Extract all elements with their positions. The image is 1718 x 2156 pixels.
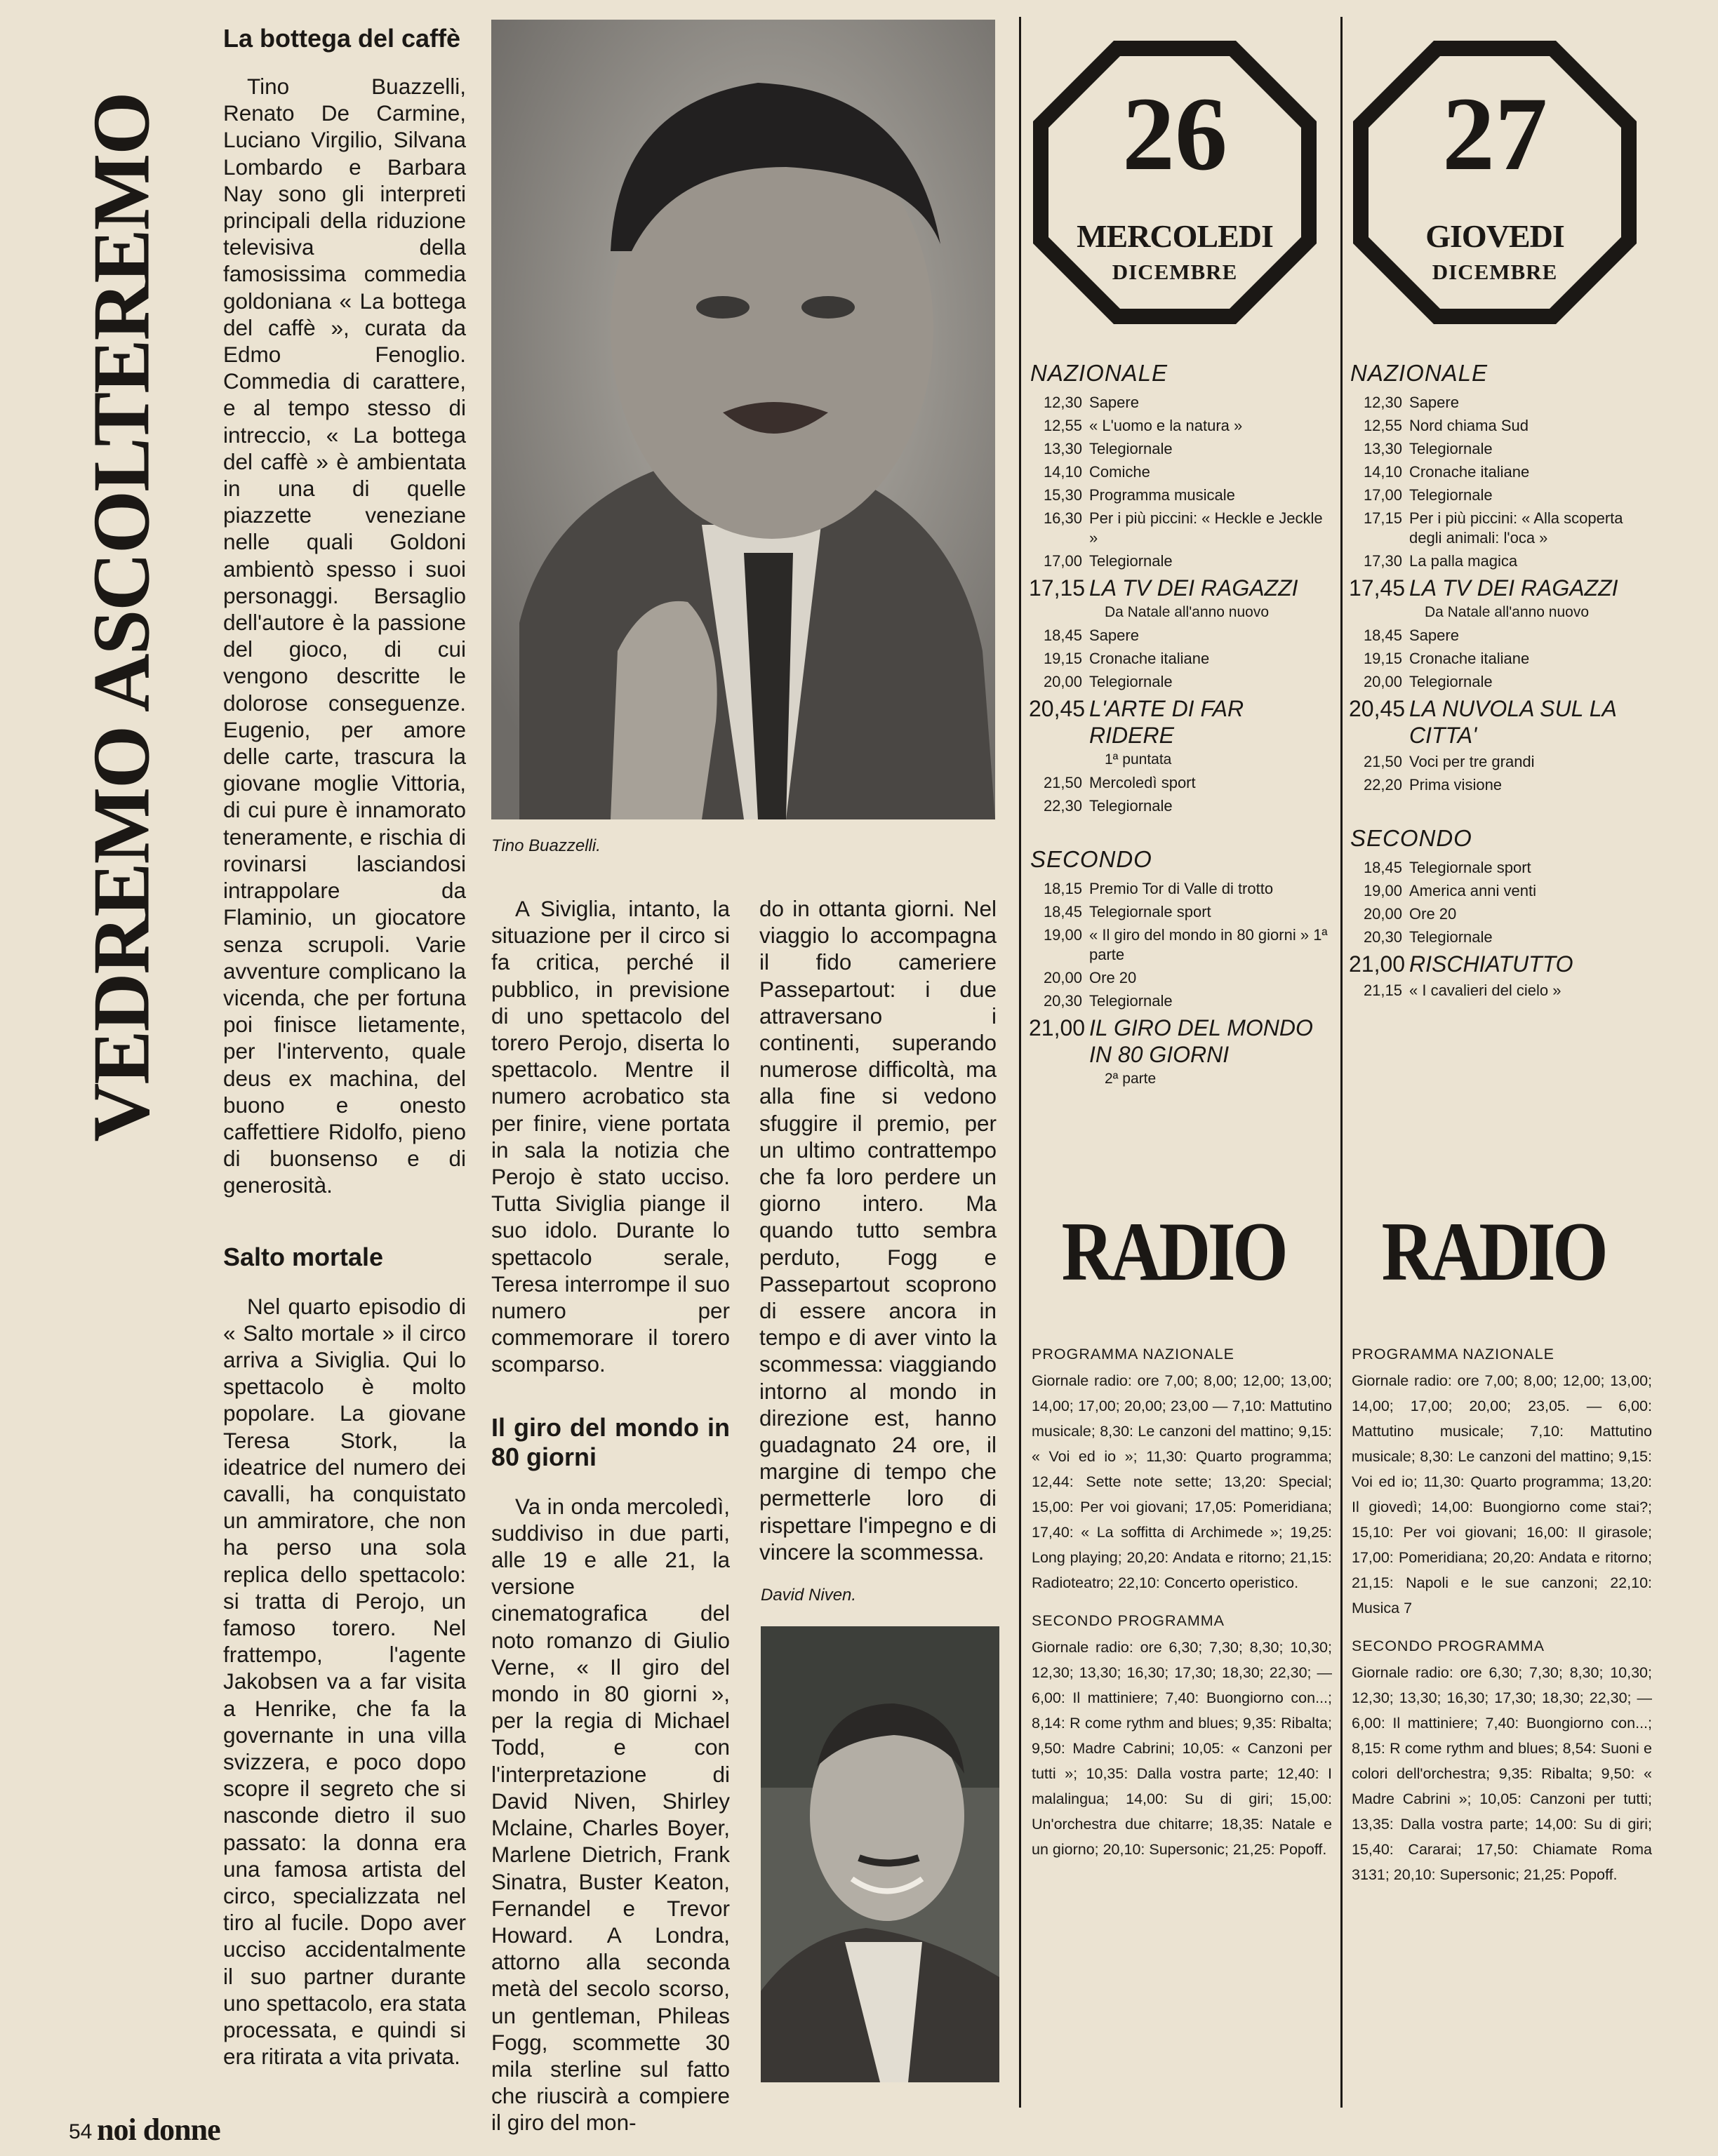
schedule-row — [1361, 439, 1649, 459]
schedule-time: 21,00 — [1029, 1015, 1086, 1040]
schedule-show: Telegiornale sport — [1089, 903, 1211, 920]
day2-nazionale-list — [1349, 393, 1649, 795]
schedule-show: Sapere — [1409, 627, 1459, 644]
day1-month: DICEMBRE — [1112, 260, 1238, 284]
schedule-show: Cronache italiane — [1089, 650, 1210, 667]
article2-body-col2: A Siviglia, intanto, la situazione per il circo si fa critica, perché il pubblico, in previsione di uno spettacolo del torero Perojo, diserta lo spettacolo. Mentre il numero acrobatico sta per finire, viene portata in sala la notizia che Perojo è stato ucciso. Tutta Siviglia piange il suo idolo. Durante lo spettacolo serale, Teresa interrompe il suo numero per commemorare il torero scomparso. — [491, 896, 730, 1377]
schedule-time: 17,30 — [1363, 552, 1402, 570]
schedule-show: Telegiornale — [1089, 552, 1173, 570]
schedule-row — [1041, 462, 1329, 482]
schedule-row — [1349, 951, 1649, 977]
day2-radio-title: RADIO — [1381, 1205, 1606, 1298]
schedule-time: 17,00 — [1043, 552, 1082, 570]
schedule-time: 20,00 — [1363, 905, 1402, 923]
schedule-row — [1361, 672, 1649, 692]
schedule-show: « L'uomo e la natura » — [1089, 417, 1243, 434]
schedule-time: 12,55 — [1043, 417, 1082, 434]
schedule-time: 21,15 — [1363, 982, 1402, 999]
schedule-row — [1041, 902, 1329, 922]
schedule-time: 19,15 — [1043, 650, 1082, 667]
schedule-time: 19,00 — [1043, 926, 1082, 944]
schedule-show: Ore 20 — [1089, 969, 1137, 986]
day1-radio-listings — [1032, 1341, 1332, 1875]
schedule-row — [1361, 858, 1649, 878]
schedule-show: Cronache italiane — [1409, 650, 1530, 667]
day2-month: DICEMBRE — [1432, 260, 1558, 284]
column-rule-middle — [1340, 17, 1343, 2108]
schedule-row — [1361, 626, 1649, 645]
schedule-row — [1041, 551, 1329, 571]
schedule-row — [1041, 439, 1329, 459]
schedule-show: « Il giro del mondo in 80 giorni » 1ª parte — [1089, 926, 1328, 963]
date-badge-day1 — [1027, 35, 1322, 330]
schedule-time: 19,15 — [1363, 650, 1402, 667]
schedule-row — [1041, 509, 1329, 548]
schedule-show: Telegiornale — [1089, 797, 1173, 815]
schedule-row — [1029, 575, 1329, 601]
schedule-subtitle: 1ª puntata — [1105, 751, 1172, 768]
article2-body-col1: Nel quarto episodio di « Salto mortale » il circo arriva a Siviglia. Qui lo spettacolo è molto popolare. La giovane Teresa Stork, la ideatrice del numero dei cavalli, ha conquistato un ammiratore, che non ha perso una sola replica dello spettacolo: si tratta di Perojo, un famoso torero. Nel frattempo, l'agente Jakobsen va a far visita a Henrike, che fa la governante in una villa svizzera, e poco dopo scopre il segreto che si nasconde dietro il suo passato: la donna era una famosa artista del circo, specializzata nel tiro al fucile. Dopo aver ucciso accidentalmente il suo partner durante uno spettacolo, era stata processata, e quindi si era ritirata a vita privata. — [223, 1293, 466, 2070]
schedule-time: 20,00 — [1043, 673, 1082, 690]
schedule-row — [1041, 968, 1329, 988]
day1-weekday: MERCOLEDI — [1077, 218, 1273, 254]
date-badge-day2 — [1347, 35, 1642, 330]
article3-title: Il giro del mondo in 80 giorni — [491, 1412, 730, 1471]
schedule-subtitle: Da Natale all'anno nuovo — [1105, 604, 1270, 620]
day2-secondo-label: SECONDO — [1350, 825, 1472, 851]
schedule-show: Premio Tor di Valle di trotto — [1089, 880, 1274, 897]
day2-tv-schedule — [1349, 360, 1649, 1004]
day2-number: 27 — [1442, 76, 1547, 192]
page-number: 54 — [69, 2120, 93, 2143]
schedule-time: 12,55 — [1363, 417, 1402, 434]
schedule-time: 21,50 — [1043, 774, 1082, 791]
article3-body-col2: Va in onda mercoledì, suddiviso in due parti, alle 19 e alle 21, la versione cinematografica del noto romanzo di Giulio Verne, « Il giro del mondo in 80 giorni », per la regia di Michael Todd, e con l'interpretazione di David Niven, Shirley Mclaine, Charles Boyer, Marlene Dietrich, Frank Sinatra, Buster Keaton, Fernandel e Trevor Howard. A Londra, attorno alla seconda metà del secolo scorso, un gentleman, Phileas Fogg, scommette 30 mila sterline sul fatto che riuscirà a compiere il giro del mon- — [491, 1493, 730, 2136]
schedule-time: 19,00 — [1363, 882, 1402, 899]
day2-radio-listings — [1352, 1341, 1652, 1900]
day1-nazionale-list — [1029, 393, 1329, 816]
schedule-row — [1041, 649, 1329, 669]
schedule-time: 20,30 — [1363, 928, 1402, 946]
day1-radio-title: RADIO — [1061, 1205, 1286, 1298]
schedule-show: LA NUVOLA SUL LA CITTA' — [1409, 696, 1616, 748]
day1-nazionale-label: NAZIONALE — [1030, 360, 1168, 386]
day1-tv-schedule — [1029, 360, 1329, 1092]
schedule-show: America anni venti — [1409, 882, 1536, 899]
schedule-show: RISCHIATUTTO — [1409, 951, 1573, 977]
photo1-caption: Tino Buazzelli. — [491, 836, 601, 855]
schedule-subtitle: Da Natale all'anno nuovo — [1425, 604, 1590, 620]
schedule-time: 15,30 — [1043, 486, 1082, 504]
schedule-row — [1041, 626, 1329, 645]
schedule-time: 22,30 — [1043, 797, 1082, 815]
schedule-time: 21,00 — [1349, 951, 1406, 977]
schedule-row — [1361, 981, 1649, 1000]
schedule-show: Ore 20 — [1409, 905, 1457, 923]
article2-title: Salto mortale — [223, 1242, 384, 1271]
schedule-time: 12,30 — [1363, 394, 1402, 411]
schedule-time: 18,45 — [1363, 859, 1402, 876]
schedule-row — [1041, 416, 1329, 436]
masthead-text: VEDREMO ASCOLTEREMO — [76, 93, 167, 1142]
schedule-time: 14,10 — [1363, 463, 1402, 481]
schedule-show: Telegiornale — [1409, 928, 1493, 946]
day2-weekday: GIOVEDI — [1425, 218, 1564, 254]
schedule-time: 22,20 — [1363, 776, 1402, 794]
schedule-show: IL GIRO DEL MONDO IN 80 GIORNI — [1089, 1015, 1313, 1067]
schedule-show: Telegiornale — [1409, 440, 1493, 457]
schedule-time: 20,00 — [1043, 969, 1082, 986]
schedule-row — [1029, 1015, 1329, 1068]
schedule-time: 18,15 — [1043, 880, 1082, 897]
schedule-row — [1041, 393, 1329, 413]
day1-radio-text-1: Giornale radio: ore 7,00; 8,00; 12,00; 13,00; 14,00; 17,00; 20,00; 23,00 — 7,10: Mattutino musicale; 8,30: Le canzoni del mattino; 9,15: « Voi ed io »; 11,30: Quarto programma; 12,44: Sette note sette; 13,20: Special; 15,00: Per voi giovani; 17,05: Pomeridiana; 17,40: « La soffitta di Archimede »; 19,25: Long playing; 20,20: Andata e ritorno; 21,15: Radioteatro; 22,10: Concerto operistico. — [1032, 1372, 1332, 1591]
schedule-time: 17,00 — [1363, 486, 1402, 504]
schedule-time: 20,45 — [1029, 696, 1086, 721]
schedule-row — [1041, 925, 1329, 965]
schedule-show: Mercoledì sport — [1089, 774, 1196, 791]
schedule-row — [1349, 695, 1649, 749]
schedule-time: 12,30 — [1043, 394, 1082, 411]
schedule-show: « I cavalieri del cielo » — [1409, 982, 1561, 999]
schedule-row — [1041, 773, 1329, 793]
schedule-show: Cronache italiane — [1409, 463, 1530, 481]
photo-tino-buazzelli — [491, 20, 995, 819]
schedule-time: 18,45 — [1043, 903, 1082, 920]
article-column-1 — [223, 24, 466, 2070]
schedule-time: 17,15 — [1363, 509, 1402, 527]
day2-radio-text-2: Giornale radio: ore 6,30; 7,30; 8,30; 10,30; 12,30; 13,30; 16,30; 17,30; 18,30; 22,30; — 6,00: Il mattiniere; 7,40: Buongiorno con...; 8,15: R come rythm and blues; 8,54: Suoni e colori dell'orchestra; 9,35: Ribalta; 9,50: « Madre Cabrini »; 10,05: Canzoni per tutti; 13,35: Dalla vostra parte; 14,00: Su di giri; 15,40: Cararai; 17,50: Chiamate Roma 3131; 20,10: Supersonic; 21,25: Popoff. — [1352, 1664, 1652, 1883]
schedule-show: Sapere — [1089, 394, 1139, 411]
schedule-show: Voci per tre grandi — [1409, 753, 1535, 770]
day2-radio-heading-1: PROGRAMMA NAZIONALE — [1352, 1346, 1554, 1362]
schedule-time: 17,45 — [1349, 575, 1406, 601]
schedule-row — [1361, 509, 1649, 548]
schedule-row — [1361, 928, 1649, 947]
schedule-time: 16,30 — [1043, 509, 1082, 527]
schedule-time: 20,45 — [1349, 696, 1406, 721]
article-column-2 — [491, 895, 730, 2136]
schedule-show: Telegiornale — [1409, 486, 1493, 504]
schedule-row — [1361, 775, 1649, 795]
schedule-row — [1361, 551, 1649, 571]
schedule-row — [1041, 486, 1329, 505]
schedule-row — [1361, 393, 1649, 413]
day2-secondo-list — [1349, 858, 1649, 1000]
schedule-time: 20,00 — [1363, 673, 1402, 690]
schedule-show: Per i più piccini: « Alla scoperta degli animali: l'oca » — [1409, 509, 1623, 547]
article3-body-col3: do in ottanta giorni. Nel viaggio lo accompagna il fido cameriere Passepartout: i due attraversano i continenti, superando numerose difficoltà, ma alla fine si vedono sfuggire il premio, per un ultimo contrattempo che fa loro perdere un giorno intero. Ma quando tutto sembra perduto, Fogg e Passepartout scoprono di essere ancora in tempo e di aver vinto la scommessa: viaggiando intorno al mondo in direzione est, hanno guadagnato 24 ore, il margine di tempo che permetterle loro di rispettare l'impegno e di vincere la scommessa. — [759, 896, 997, 1565]
day1-radio-text-2: Giornale radio: ore 6,30; 7,30; 8,30; 10,30; 12,30; 13,30; 16,30; 17,30; 18,30; 22,30; — 6,00: Il mattiniere; 7,40: Buongiorno con...; 8,14: R come rythm and blues; 9,35: Ribalta; 9,50: Madre Cabrini; 10,05: « Canzoni per tutti »; 10,35: Dalla vostra parte; 12,40: I malalingua; 14,00: Su di giri; 15,00: Un'orchestra due chitarre; 18,35: Natale e un giorno; 20,10: Supersonic; 21,25: Popoff. — [1032, 1639, 1332, 1858]
day2-radio-heading-2: SECONDO PROGRAMMA — [1352, 1638, 1545, 1654]
schedule-time: 13,30 — [1043, 440, 1082, 457]
day1-radio-heading-2: SECONDO PROGRAMMA — [1032, 1612, 1225, 1629]
schedule-row — [1041, 796, 1329, 816]
schedule-show: Telegiornale — [1089, 440, 1173, 457]
day1-number: 26 — [1122, 76, 1227, 192]
article-column-3 — [759, 895, 997, 1565]
schedule-show: Sapere — [1089, 627, 1139, 644]
photo-david-niven — [761, 1626, 999, 2082]
day1-radio-heading-1: PROGRAMMA NAZIONALE — [1032, 1346, 1234, 1362]
schedule-row — [1041, 991, 1329, 1011]
schedule-row — [1361, 462, 1649, 482]
schedule-show: Comiche — [1089, 463, 1150, 481]
schedule-row — [1349, 575, 1649, 601]
column-rule-left — [1019, 17, 1021, 2108]
photo2-caption: David Niven. — [761, 1586, 857, 1605]
day1-secondo-label: SECONDO — [1030, 846, 1152, 872]
schedule-show: Telegiornale sport — [1409, 859, 1531, 876]
schedule-time: 17,15 — [1029, 575, 1086, 601]
schedule-show: Per i più piccini: « Heckle e Jeckle » — [1089, 509, 1323, 547]
schedule-row — [1029, 695, 1329, 749]
schedule-row — [1361, 752, 1649, 772]
schedule-row — [1041, 672, 1329, 692]
schedule-show: Sapere — [1409, 394, 1459, 411]
schedule-show: Telegiornale — [1089, 673, 1173, 690]
schedule-time: 21,50 — [1363, 753, 1402, 770]
schedule-show: LA TV DEI RAGAZZI — [1089, 575, 1298, 601]
schedule-show: Prima visione — [1409, 776, 1503, 794]
schedule-time: 14,10 — [1043, 463, 1082, 481]
schedule-subtitle: 2ª parte — [1105, 1071, 1157, 1087]
article1-body: Tino Buazzelli, Renato De Carmine, Luciano Virgilio, Silvana Lombardo e Barbara Nay sono gli interpreti principali della riduzione televisiva della famosissima commedia goldoniana « La bottega del caffè », curata da Edmo Fenoglio. Commedia di carattere, e al tempo stesso di intreccio, « La bottega del caffè » è ambientata in una di quelle piazzette veneziane nelle quali Goldoni ambientò spesso i suoi personaggi. Bersaglio dell'autore è la passione del gioco, di cui vengono descritte le dolorose conseguenze. Eugenio, per amore delle carte, trascura la giovane moglie Vittoria, di cui pure è innamorato teneramente, e rischia di rovinarsi lasciandosi intrappolare da Flaminio, un giocatore senza scrupoli. Varie avventure complicano la vicenda, che per fortuna poi finisce lietamente, per l'intervento, quale deus ex machina, del buono e onesto caffettiere Ridolfo, pieno di buonsenso e di generosità. — [223, 74, 466, 1198]
schedule-show: Programma musicale — [1089, 486, 1235, 504]
schedule-time: 18,45 — [1043, 627, 1082, 644]
schedule-show: LA TV DEI RAGAZZI — [1409, 575, 1618, 601]
schedule-time: 18,45 — [1363, 627, 1402, 644]
schedule-show: Telegiornale — [1089, 992, 1173, 1010]
schedule-show: Telegiornale — [1409, 673, 1493, 690]
masthead — [48, 28, 197, 1207]
schedule-show: L'ARTE DI FAR RIDERE — [1089, 696, 1244, 748]
day2-radio-text-1: Giornale radio: ore 7,00; 8,00; 12,00; 13,00; 14,00; 17,00; 20,00; 23,05. — 6,00: Mattutino musicale; 7,10: Mattutino musicale; 8,30: Le canzoni del mattino; 9,15: Voi ed io; 11,30: Quarto programma; 13,20: Il giovedì; 14,00: Buongiorno come stai?; 15,10: Per voi giovani; 16,00: Il girasole; 17,00: Pomeridiana; 20,20: Andata e ritorno; 21,15: Napoli e le sue canzoni; 22,10: Musica 7 — [1352, 1372, 1652, 1616]
day2-nazionale-label: NAZIONALE — [1350, 360, 1489, 386]
schedule-row — [1361, 881, 1649, 901]
schedule-row — [1041, 879, 1329, 899]
schedule-time: 20,30 — [1043, 992, 1082, 1010]
schedule-show: La palla magica — [1409, 552, 1518, 570]
schedule-row — [1361, 649, 1649, 669]
schedule-row — [1361, 416, 1649, 436]
schedule-show: Nord chiama Sud — [1409, 417, 1529, 434]
day1-secondo-list — [1029, 879, 1329, 1088]
schedule-row — [1361, 904, 1649, 924]
article1-title: La bottega del caffè — [223, 24, 461, 53]
schedule-time: 13,30 — [1363, 440, 1402, 457]
magazine-name: noi donne — [97, 2113, 220, 2147]
schedule-row — [1361, 486, 1649, 505]
